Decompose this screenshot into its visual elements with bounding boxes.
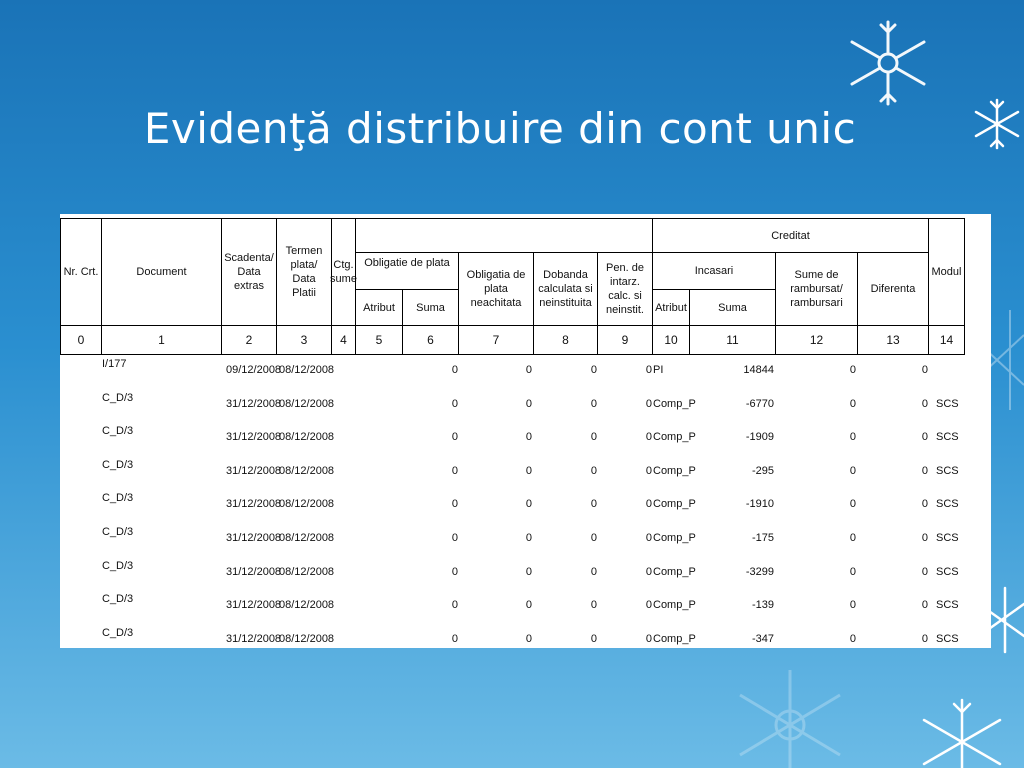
cell-suma-obligatie: 0 bbox=[451, 397, 458, 410]
cell-document: C_D/3 bbox=[102, 593, 134, 606]
column-number: 4 bbox=[331, 325, 356, 355]
cell-suma-incasari: -6770 bbox=[745, 397, 774, 410]
header-creditat: Creditat bbox=[652, 218, 929, 253]
cell-penalitate: 0 bbox=[645, 498, 652, 511]
cell-scadenta: 31/12/2008 bbox=[226, 532, 282, 544]
cell-dobanda: 0 bbox=[590, 565, 597, 578]
cell-obligatia-neachitata: 0 bbox=[525, 532, 532, 544]
cell-sume-rambursat: 0 bbox=[849, 565, 856, 578]
cell-suma-incasari: -1910 bbox=[745, 498, 774, 511]
header-termen: Termen plata/ Data Platii bbox=[276, 218, 332, 326]
cell-modul: SCS bbox=[936, 565, 959, 578]
cell-suma-obligatie: 0 bbox=[451, 599, 458, 612]
header-document: Document bbox=[101, 218, 222, 326]
cell-sume-rambursat: 0 bbox=[849, 498, 856, 511]
header-atribut: Atribut bbox=[355, 289, 403, 326]
cell-atribut: Comp_P bbox=[653, 464, 696, 477]
column-number: 13 bbox=[857, 325, 929, 355]
column-number: 3 bbox=[276, 325, 332, 355]
cell-atribut: Comp_P bbox=[653, 565, 696, 578]
cell-obligatia-neachitata: 0 bbox=[525, 397, 532, 410]
column-number: 1 bbox=[101, 325, 222, 355]
column-number: 6 bbox=[402, 325, 459, 355]
column-number: 12 bbox=[775, 325, 858, 355]
cell-obligatia-neachitata: 0 bbox=[525, 364, 532, 376]
cell-suma-obligatie: 0 bbox=[451, 364, 458, 376]
cell-modul: SCS bbox=[936, 498, 959, 511]
cell-termen: 08/12/2008 bbox=[279, 498, 335, 511]
cell-sume-rambursat: 0 bbox=[849, 599, 856, 612]
table-row bbox=[60, 558, 991, 591]
cell-penalitate: 0 bbox=[645, 532, 652, 544]
cell-modul: SCS bbox=[936, 464, 959, 477]
cell-modul: SCS bbox=[936, 431, 959, 444]
header-modul: Modul bbox=[928, 218, 965, 326]
cell-atribut: Comp_P bbox=[653, 498, 696, 511]
cell-document: C_D/3 bbox=[102, 559, 134, 572]
table-row bbox=[60, 390, 991, 423]
cell-penalitate: 0 bbox=[645, 397, 652, 410]
header-blank-top bbox=[355, 218, 653, 253]
cell-suma-obligatie: 0 bbox=[451, 532, 458, 544]
cell-obligatia-neachitata: 0 bbox=[525, 498, 532, 511]
column-number: 2 bbox=[221, 325, 277, 355]
cell-scadenta: 31/12/2008 bbox=[226, 431, 282, 444]
cell-termen: 08/12/2008 bbox=[279, 464, 335, 477]
cell-scadenta: 31/12/2008 bbox=[226, 397, 282, 410]
snowflake-icon bbox=[900, 690, 1024, 768]
cell-scadenta: 31/12/2008 bbox=[226, 599, 282, 612]
header-diferenta: Diferenta bbox=[857, 252, 929, 326]
cell-penalitate: 0 bbox=[645, 632, 652, 645]
table-row bbox=[60, 625, 991, 648]
cell-dobanda: 0 bbox=[590, 397, 597, 410]
cell-obligatia-neachitata: 0 bbox=[525, 565, 532, 578]
cell-scadenta: 31/12/2008 bbox=[226, 632, 282, 645]
header-suma: Suma bbox=[402, 289, 459, 326]
cell-suma-obligatie: 0 bbox=[451, 498, 458, 511]
header-obligatie: Obligatie de plata bbox=[355, 252, 459, 290]
cell-termen: 08/12/2008 bbox=[279, 532, 335, 544]
column-number: 9 bbox=[597, 325, 653, 355]
cell-sume-rambursat: 0 bbox=[849, 431, 856, 444]
cell-suma-incasari: -295 bbox=[751, 464, 774, 477]
cell-obligatia-neachitata: 0 bbox=[525, 431, 532, 444]
cell-atribut: Comp_P bbox=[653, 599, 696, 612]
cell-document: C_D/3 bbox=[102, 526, 134, 538]
cell-atribut: Comp_P bbox=[653, 431, 696, 444]
slide-title: Evidenţă distribuire din cont unic bbox=[143, 104, 857, 153]
cell-diferenta: 0 bbox=[921, 632, 928, 645]
cell-scadenta: 31/12/2008 bbox=[226, 498, 282, 511]
cell-diferenta: 0 bbox=[921, 498, 928, 511]
snowflake-icon bbox=[838, 18, 938, 108]
cell-termen: 08/12/2008 bbox=[279, 599, 335, 612]
column-number: 5 bbox=[355, 325, 403, 355]
cell-diferenta: 0 bbox=[921, 364, 928, 376]
table-row bbox=[60, 457, 991, 490]
cell-modul: SCS bbox=[936, 632, 959, 645]
header-sume-rambursat: Sume de rambursat/ rambursari bbox=[775, 252, 858, 326]
cell-suma-incasari: -139 bbox=[751, 599, 774, 612]
column-number: 7 bbox=[458, 325, 534, 355]
cell-atribut: Comp_P bbox=[653, 532, 696, 544]
cell-modul: SCS bbox=[936, 397, 959, 410]
cell-obligatia-neachitata: 0 bbox=[525, 632, 532, 645]
cell-suma-incasari: -175 bbox=[751, 532, 774, 544]
cell-document: C_D/3 bbox=[102, 458, 134, 471]
cell-atribut: Comp_P bbox=[653, 397, 696, 410]
cell-suma-incasari: -1909 bbox=[745, 431, 774, 444]
cell-diferenta: 0 bbox=[921, 464, 928, 477]
table-row bbox=[60, 490, 991, 523]
header-penalitate: Pen. de intarz. calc. si neinstit. bbox=[597, 252, 653, 326]
column-number: 0 bbox=[60, 325, 102, 355]
cell-document: C_D/3 bbox=[102, 492, 134, 505]
header-atribut-2: Atribut bbox=[652, 289, 690, 326]
cell-termen: 08/12/2008 bbox=[279, 431, 335, 444]
table-row bbox=[60, 591, 991, 624]
cell-obligatia-neachitata: 0 bbox=[525, 464, 532, 477]
cell-sume-rambursat: 0 bbox=[849, 464, 856, 477]
cell-sume-rambursat: 0 bbox=[849, 532, 856, 544]
column-number: 14 bbox=[928, 325, 965, 355]
header-incasari: Incasari bbox=[652, 252, 776, 290]
distribution-table bbox=[60, 214, 991, 648]
cell-termen: 08/12/2008 bbox=[279, 397, 335, 410]
cell-dobanda: 0 bbox=[590, 498, 597, 511]
cell-sume-rambursat: 0 bbox=[849, 397, 856, 410]
cell-diferenta: 0 bbox=[921, 565, 928, 578]
column-number: 10 bbox=[652, 325, 690, 355]
cell-modul: SCS bbox=[936, 532, 959, 544]
header-suma-2: Suma bbox=[689, 289, 776, 326]
cell-suma-incasari: -3299 bbox=[745, 565, 774, 578]
cell-obligatia-neachitata: 0 bbox=[525, 599, 532, 612]
table-row bbox=[60, 423, 991, 456]
table-row bbox=[60, 524, 991, 557]
cell-penalitate: 0 bbox=[645, 464, 652, 477]
cell-modul: SCS bbox=[936, 599, 959, 612]
cell-termen: 08/12/2008 bbox=[279, 364, 335, 376]
cell-dobanda: 0 bbox=[590, 532, 597, 544]
cell-penalitate: 0 bbox=[645, 364, 652, 376]
header-scadenta: Scadenta/ Data extras bbox=[221, 218, 277, 326]
header-nr: Nr. Crt. bbox=[60, 218, 102, 326]
column-number: 8 bbox=[533, 325, 598, 355]
cell-document: C_D/3 bbox=[102, 626, 134, 639]
cell-termen: 08/12/2008 bbox=[279, 632, 335, 645]
cell-dobanda: 0 bbox=[590, 599, 597, 612]
cell-suma-obligatie: 0 bbox=[451, 632, 458, 645]
cell-atribut: Comp_P bbox=[653, 632, 696, 645]
cell-document: C_D/3 bbox=[102, 425, 134, 438]
header-dobanda: Dobanda calculata si neinstituita bbox=[533, 252, 598, 326]
cell-diferenta: 0 bbox=[921, 599, 928, 612]
cell-suma-obligatie: 0 bbox=[451, 431, 458, 444]
cell-diferenta: 0 bbox=[921, 431, 928, 444]
cell-penalitate: 0 bbox=[645, 431, 652, 444]
cell-atribut: PI bbox=[653, 364, 664, 376]
cell-scadenta: 31/12/2008 bbox=[226, 464, 282, 477]
cell-document: C_D/3 bbox=[102, 391, 134, 404]
cell-suma-incasari: 14844 bbox=[743, 364, 774, 376]
cell-dobanda: 0 bbox=[590, 632, 597, 645]
cell-scadenta: 31/12/2008 bbox=[226, 565, 282, 578]
cell-penalitate: 0 bbox=[645, 599, 652, 612]
cell-sume-rambursat: 0 bbox=[849, 632, 856, 645]
cell-scadenta: 09/12/2008 bbox=[226, 364, 282, 376]
cell-dobanda: 0 bbox=[590, 431, 597, 444]
cell-document: I/177 bbox=[102, 358, 127, 370]
cell-sume-rambursat: 0 bbox=[849, 364, 856, 376]
header-ctg: Ctg. sume bbox=[331, 218, 356, 326]
header-obligatia-neachitata: Obligatia de plata neachitata bbox=[458, 252, 534, 326]
cell-dobanda: 0 bbox=[590, 364, 597, 376]
cell-penalitate: 0 bbox=[645, 565, 652, 578]
cell-diferenta: 0 bbox=[921, 532, 928, 544]
cell-dobanda: 0 bbox=[590, 464, 597, 477]
cell-suma-obligatie: 0 bbox=[451, 464, 458, 477]
cell-suma-obligatie: 0 bbox=[451, 565, 458, 578]
cell-suma-incasari: -347 bbox=[751, 632, 774, 645]
cell-diferenta: 0 bbox=[921, 397, 928, 410]
cell-termen: 08/12/2008 bbox=[279, 565, 335, 578]
snowflake-icon bbox=[720, 660, 860, 768]
table-row bbox=[60, 356, 991, 389]
column-number: 11 bbox=[689, 325, 776, 355]
